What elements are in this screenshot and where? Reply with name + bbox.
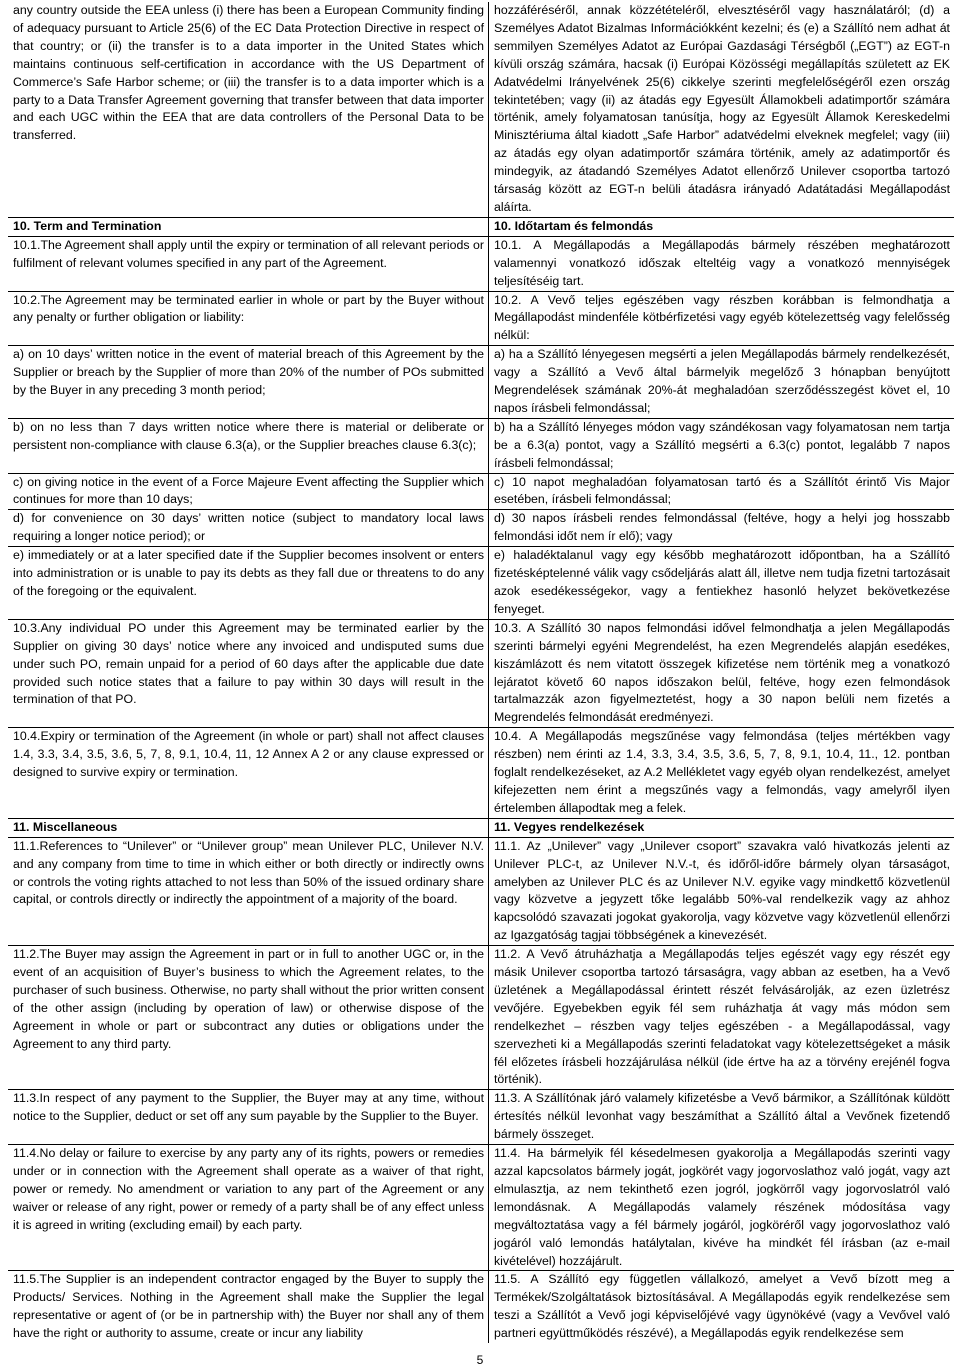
clause-row xyxy=(8,291,954,346)
english-clause: 10.4.Expiry or termination of the Agreement (in whole or part) shall not affect clauses 1.4, 3.3, 3.4, 3.5, 3.6, 5, 7, 8, 9.1, 10.4, 11, 12 Annex A 2 or any clause expressed or designed to survive expiry or termination. xyxy=(8,728,489,819)
clause-row xyxy=(8,418,954,473)
clause-row xyxy=(8,473,954,510)
clause-row xyxy=(8,547,954,620)
english-clause: 11.5.The Supplier is an independent contractor engaged by the Buyer to supply the Products/ Services. Nothing in the Agreement shall make the Supplier the legal representative or agent of (or be in partnership with) the Buyer nor shall any of them have the right or authority to assume, create or incur any liability xyxy=(8,1271,489,1343)
hungarian-clause: d) 30 napos írásbeli rendes felmondással (feltéve, hogy a helyi jog hosszabb felmondási időt nem ír elő); vagy xyxy=(489,510,955,547)
english-clause: 11.4.No delay or failure to exercise by any party any of its rights, powers or remedies under or in connection with the Agreement shall operate as a waiver of that right, power or remedy. No amendment or variation to any part of the Agreement or any waiver or release of any right, power or remedy of a party shall be of any effect unless it is agreed in writing (excluding email) by each party. xyxy=(8,1145,489,1271)
clause-row xyxy=(8,1145,954,1271)
clause-row xyxy=(8,236,954,291)
hungarian-clause: 10.1. A Megállapodás a Megállapodás bármely részében meghatározott valamennyi vonatkozó időszak elteltéig vagy a vonatkozó mennyiségek teljesítéséig tart. xyxy=(489,236,955,291)
english-clause: 11.1.References to “Unilever” or “Unilever group” mean Unilever PLC, Unilever N.V. and any company from time to time in which either or both directly or indirectly owns or controls the voting rights attached to not less than 50% of the issued ordinary share capital, or controls directly or indirectly the appointment of a majority of the board. xyxy=(8,837,489,945)
section-heading-row xyxy=(8,217,954,236)
english-heading: 10. Term and Termination xyxy=(8,217,489,236)
hungarian-clause: 11.4. Ha bármelyik fél késedelmesen gyakorolja a Megállapodás szerinti vagy azzal kapcsolatos bármely jogát, jogkörét vagy jogorvoslathoz való jogát, vagy azt elmulasztja, az nem tekinthető ezen jogról, jogkörről vagy jogorvoslatról való lemondásnak. A Megállapodás valamely részének módosítása vagy megváltoztatása vagy a fél bármely jogáról, jogköréről vagy jogorvoslathoz való jogáról való lemondás hatálytalan, kivéve ha mindkét fél írásban (az e-mail kivételével) hozzájárult. xyxy=(489,1145,955,1271)
english-clause: 10.2.The Agreement may be terminated earlier in whole or part by the Buyer without any penalty or further obligation or liability: xyxy=(8,291,489,346)
hungarian-clause: b) ha a Szállító lényeges módon vagy szándékosan vagy folyamatosan nem tartja be a 6.3(a) pontot, vagy a Szállító megsérti a 6.3(c) pontot, legalább 7 napos írásbeli felmondással; xyxy=(489,418,955,473)
clause-row xyxy=(8,510,954,547)
hungarian-clause: e) haladéktalanul vagy egy később meghatározott időpontban, ha a Szállító fizetésképtelenné válik vagy csődeljárás alatt áll, illetve nem tudja fizetni tartozásait azok esedékességekor, vagy a fentiekhez hasonló helyzet bekövetkezése fenyeget. xyxy=(489,547,955,620)
hungarian-clause: c) 10 napot meghaladóan folyamatosan tartó és a Szállítót érintő Vis Major esetében, írásbeli felmondással; xyxy=(489,473,955,510)
clause-row xyxy=(8,346,954,419)
hungarian-heading: 11. Vegyes rendelkezések xyxy=(489,818,955,837)
hungarian-clause: 11.2. A Vevő átruházhatja a Megállapodás teljes egészét vagy egy részét egy másik Unilever csoportba tartozó társaságra, vagy abban az esetben, ha a Vevő üzletének a Megállapodással érintett részét felvásárolják, az ezen üzletrész vevőjére. Egyebekben egyik fél sem ruházhatja át vagy más módon sem rendelkezhet – részben vagy teljes egészében - a Megállapodással, vagy szervezheti ki a Megállapodás szerinti feladatokat vagy kötelezettségeket a másik fél előzetes írásbeli hozzájárulása nélkül (ide értve ha az a törvény erejénél fogva történik). xyxy=(489,946,955,1090)
hungarian-heading: 10. Időtartam és felmondás xyxy=(489,217,955,236)
hungarian-clause: hozzáféréséről, annak közzétételéről, elvesztéséről vagy használatáról; (d) a Személyes Adatot Bizalmas Információkként kezelni; és (e) a Szállító nem adhat át semmilyen Személyes Adatot az Európai Gazdasági Térségből („EGT”) az EGT-n kívüli ország számára, hacsak (i) Európai Közösségi megállapítás született az EK Adatvédelmi Irányelvének 25(6) cikkelye szerinti megfelelőségéről ezen ország tekintetében; vagy (ii) az átadás egy Egyesült Államokbeli adatimportőr számára történik, amely folyamatosan tanúsítja, hogy az Egyesült Államok Kereskedelmi Minisztériuma által kiadott „Safe Harbor” adatvédelmi elveknek megfelel; vagy (iii) az átadás egy olyan adatimportőr számára történik, amely az adatimportőr és mindegyik, az átadandó Személyes Adatot ellenőrző Unilever csoportba tartozó társaság között az EGT-n belüli átadásra irányadó Adatátadási Megállapodást aláírta. xyxy=(489,2,955,217)
hungarian-clause: 10.3. A Szállító 30 napos felmondási idővel felmondhatja a jelen Megállapodás szerinti bármelyi egyéni Megrendelést, ha ezen Megrendelés alapján esedékes, kiszámlázott és nem vitatott összegek kifizetése nem történik meg a vonatkozó lejáratot követő 60 napos időszakon belül, feltéve, hogy ezen felmondások tartalmazzák azon figyelmeztetést, hogy a 30 napon belüli nem fizetés a Megrendelés felmondását eredményezi. xyxy=(489,619,955,727)
english-clause: e) immediately or at a later specified date if the Supplier becomes insolvent or enters into administration or is unable to pay its debts as they fall due or threatens to do any of the foregoing or the equivalent. xyxy=(8,547,489,620)
page-number: 5 xyxy=(476,1353,484,1367)
english-clause: any country outside the EEA unless (i) there has been a European Community finding of adequacy pursuant to Article 25(6) of the EC Data Protection Directive in respect of that country; or (ii) the transfer is to a data importer in the United States which maintains continuous self-certification in accordance with the US Department of Commerce’s Safe Harbor scheme; or (iii) the transfer is to a data importer which is a party to a Data Transfer Agreement governing that transfer between that data importer and each UGC within the EEA that are data controllers of the Personal Data to be transferred. xyxy=(8,2,489,217)
clause-row xyxy=(8,946,954,1090)
clause-row xyxy=(8,1090,954,1145)
english-heading: 11. Miscellaneous xyxy=(8,818,489,837)
hungarian-clause: 10.2. A Vevő teljes egészében vagy részben korábban is felmondhatja a Megállapodást mindenféle kötbérfizetési vagy egyéb kötelezettség vagy felelősség nélkül: xyxy=(489,291,955,346)
english-clause: a) on 10 days’ written notice in the event of material breach of this Agreement by the Supplier or breach by the Supplier of more than 20% of the number of POs submitted by the Buyer in any preceding 3 month period; xyxy=(8,346,489,419)
english-clause: 11.2.The Buyer may assign the Agreement in part or in full to another UGC or, in the event of an acquisition of Buyer’s business to which the Agreement relates, to the purchaser of such business. Otherwise, no party shall without the prior written consent of the other assign (including by operation of law) or otherwise dispose of the Agreement in whole or part or subcontract any duties or obligations under the Agreement to any third party. xyxy=(8,946,489,1090)
bilingual-table xyxy=(8,2,954,1343)
english-clause: 10.1.The Agreement shall apply until the expiry or termination of all relevant periods or fulfilment of relevant volumes specified in any part of the Agreement. xyxy=(8,236,489,291)
hungarian-clause: 11.5. A Szállító egy független vállalkozó, amelyet a Vevő bízott meg a Termékek/Szolgáltatások biztosításával. A Megállapodás egyik rendelkezése sem teszi a Szállítót a Vevő jogi képviselőjévé vagy ügynökévé (vagy a Vevővel való partneri együttműködés részévé), a Megállapodás egyik rendelkezése sem xyxy=(494,1272,950,1341)
english-clause: c) on giving notice in the event of a Force Majeure Event affecting the Supplier which continues for more than 10 days; xyxy=(8,473,489,510)
hungarian-clause: 11.1. Az „Unilever” vagy „Unilever csoport” szavakra való hivatkozás jelenti az Unilever PLC-t, az Unilever N.V.-t, és időről-időre bármely olyan társaságot, amelyben az Unilever PLC és az Unilever N.V. egyike vagy mindkettő közvetlenül vagy közvetve a jegyzett tőke legalább 50%-val rendelkezik vagy az ahhoz kapcsolódó szavazati jogokat gyakorolja, vagy közvetve vagy közvetlenül ellenőrzi az Igazgatóság tagjai többségének a kinevezését. xyxy=(489,837,955,945)
clause-row xyxy=(8,837,954,945)
english-clause: 11.3.In respect of any payment to the Supplier, the Buyer may at any time, without notice to the Supplier, deduct or set off any sum payable by the Supplier to the Buyer. xyxy=(8,1090,489,1145)
clause-row xyxy=(8,1271,954,1343)
clause-row xyxy=(8,728,954,819)
english-clause: d) for convenience on 30 days’ written notice (subject to mandatory local laws requiring a longer notice period); or xyxy=(8,510,489,547)
hungarian-clause: 10.4. A Megállapodás megszűnése vagy felmondása (teljes mértékben vagy részben) nem érinti az 1.4, 3.3, 3.4, 3.5, 3.6, 5, 7, 8, 9.1, 10.4, 11., 12. pontban foglalt rendelkezéseket, az A.2 Mellékletet vagy egyéb olyan rendelkezést, amelyet kifejezetten nem érint a megszűnés vagy a felmondás, vagy amelyről ilyen értelemben állapodtak meg a felek. xyxy=(489,728,955,819)
section-heading-row xyxy=(8,818,954,837)
hungarian-clause: a) ha a Szállító lényegesen megsérti a jelen Megállapodás bármely rendelkezését, vagy a Szállító a Vevő által bármelyik megelőző 3 hónapban benyújtott Megrendelések számának 20%-át meghaladóan szerződésszegést követ el, 10 napos írásbeli felmondással; xyxy=(489,346,955,419)
clause-row xyxy=(8,619,954,727)
clause-row xyxy=(8,2,954,217)
english-clause: 10.3.Any individual PO under this Agreement may be terminated earlier by the Supplier on giving 30 days’ notice where any invoiced and undisputed sums due under such PO, remain unpaid for a period of 60 days after the applicable due date provided such notice states that a failure to pay within 30 days will result in the termination of that PO. xyxy=(8,619,489,727)
hungarian-clause: 11.3. A Szállítónak járó valamely kifizetésbe a Vevő bármikor, a Szállítónak küldött értesítés nélkül levonhat vagy beszámíthat a Szállító által a Vevőnek fizetendő bármely összeget. xyxy=(489,1090,955,1145)
english-clause: b) on no less than 7 days written notice where there is material or deliberate or persistent non-compliance with clause 6.3(a), or the Supplier breaches clause 6.3(c); xyxy=(8,418,489,473)
